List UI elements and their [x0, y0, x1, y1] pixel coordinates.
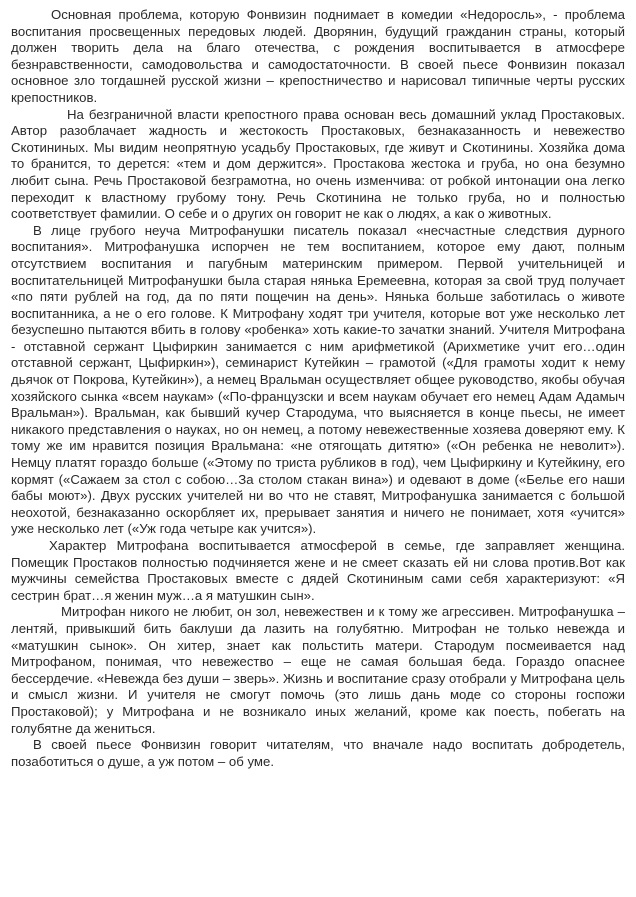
- paragraph-mitrofanushka-upbringing: В лице грубого неуча Митрофанушки писатель показал «несчастные следствия дурного воспитания». Митрофанушка испорчен не тем воспитанием, которое ему дают, полным отсутствием воспитания и пагубным материнским примером. Первой учительницей и воспитательницей Митрофанушки была старая нянька Еремеевна, которая за свой труд получает «по пяти рублей на год, да по пяти пощечин на день». Нянька больше заботилась о животе воспитанника, а не о его голове. К Митрофану ходят три учителя, которые вот уже несколько лет безуспешно пытаются вбить в голову «робенка» хоть какие-то зачатки знаний. Учителя Митрофана - отставной сержант Цыфиркин занимается с ним арифметикой (Арихметике учит его…один отставной сержант, Цыфиркин»), семинарист Кутейкин – грамотой («Для грамоты ходит к нему дьячок от Покрова, Кутейкин»), а немец Вральман осуществляет общее руководство, якобы обучая хозяйского сынка «всем наукам» («По-французски и всем наукам обучает его немец Адам Адамыч Вральман»). Вральман, как бывший кучер Стародума, что выясняется в конце пьесы, не имеет никакого представления о науках, но он немец, а потому невежественные хозяева доверяют ему. К тому же им нравится позиция Вральмана: «не отягощать дитятю» («Он ребенка не неволит»). Немцу платят гораздо больше («Этому по триста рубликов в год), чем Цыфиркину и Кутейкину, его кормят («Сажаем за стол с собою…За столом стакан вина») и одевают в доме («Белье его наши бабы моют»). Двух русских учителей ни во что не ставят, Митрофанушка занимается с большой неохотой, безнаказанно оскорбляет их, прерывает занятия и ничего не понимает, хотя «учится» уже несколько лет («Уж года четыре как учится»).: [11, 222, 625, 537]
- paragraph-intro: Основная проблема, которую Фонвизин поднимает в комедии «Недоросль», - проблема воспитания просвещенных передовых людей. Дворянин, будущий гражданин страны, который должен творить дела на благо отечества, с рождения воспитывается в атмосфере безнравственности, самодовольства и самодостаточности. В своей пьесе Фонвизин показал основное зло тогдашней русской жизни – крепостничество и нарисовал типичные черты русских крепостников.: [11, 7, 625, 105]
- paragraph-mitrofan-character: Митрофан никого не любит, он зол, невежествен и к тому же агрессивен. Митрофанушка – лентяй, привыкший бить баклуши да лазить на голубятню. Митрофан не только невежда и «матушкин сынок». Он хитер, знает как польстить матери. Стародум посмеивается над Митрофаном, понимая, что невежество – еще не самая большая беда. Гораздо опаснее бессердечие. «Невежда без души – зверь». Жизнь и воспитание сразу отобрали у Митрофана цель и смысл жизни. И учителя не смогут помочь (это лишь дань моде со стороны госпожи Простаковой); у Митрофана и не возникало иных желаний, кроме как поесть, побегать на голубятне да жениться.: [11, 604, 625, 736]
- paragraph-conclusion: В своей пьесе Фонвизин говорит читателям, что вначале надо воспитать добродетель, позаботиться о душе, а уж потом – об уме.: [11, 737, 625, 769]
- paragraph-family-atmosphere: Характер Митрофана воспитывается атмосферой в семье, где заправляет женщина. Помещик Простаков полностью подчиняется жене и не смеет сказать ей ни слова против.Вот как мужчины семейства Простаковых вместе с дядей Скотининым сами себя характеризуют: «Я сестрин брат…я женин муж…а я матушкин сын».: [11, 538, 625, 603]
- paragraph-prostakovs: На безграничной власти крепостного права основан весь домашний уклад Простаковых. Автор разоблачает жадность и жестокость Простаковых, безнаказанность и невежество Скотининых. Мы видим неопрятную усадьбу Простаковых, где живут и Скотинины. Хозяйка дома то бранится, то дерется: «тем и дом держится». Простакова жестока и груба, но она безумно любит сына. Речь Простаковой безграмотна, но очень изменчива: от робкой интонации она легко переходит к властному грубому тону. Речь Скотинина не только груба, но и полностью соответствует фамилии. О себе и о других он говорит не как о людях, а как о животных.: [11, 106, 625, 222]
